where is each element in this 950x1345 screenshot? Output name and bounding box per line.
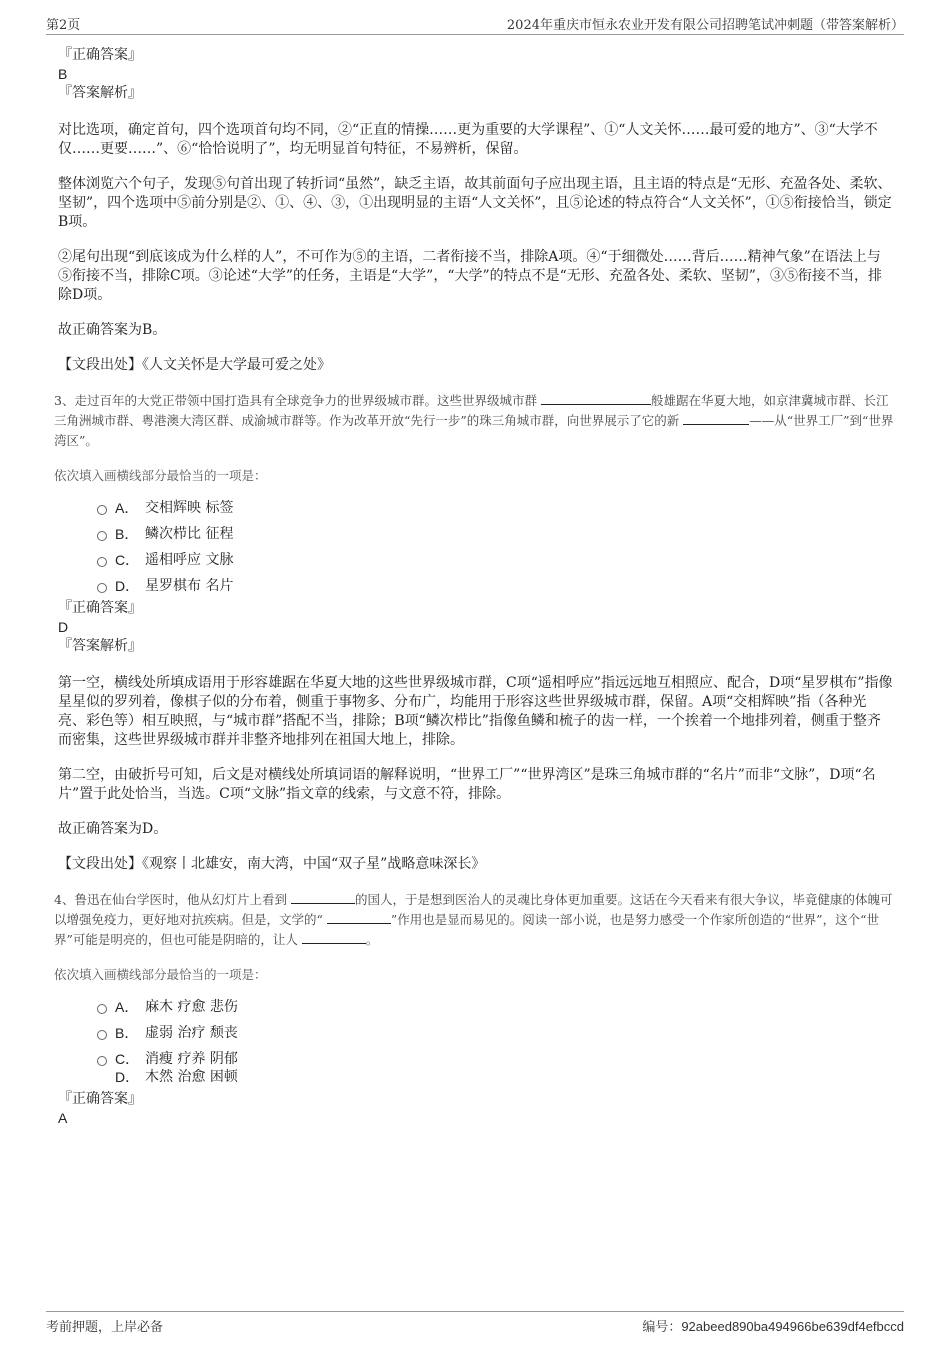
radio-icon[interactable] (97, 531, 107, 541)
correct-answer-label: 『正确答案』 (58, 600, 142, 616)
fill-blank (291, 891, 355, 904)
option-d[interactable]: D． 木然 治愈 困顿 (115, 1069, 238, 1085)
question-4-stem: 4、鲁迅在仙台学医时，他从幻灯片上看到 的国人，于是想到医治人的灵魂比身体更加重要。这话在今天看来有很大争议，毕竟健康的体魄可以增强免疫力，更好地对抗疾病。但是，文学的“ ”作用也是显而易见的。阅读一部小说，也是努力感受一个作家所创造的“世界”，这个“世界”可能是明亮的，但也可能是阴暗的，让人 。 (54, 892, 893, 947)
correct-answer-label: 『正确答案』 (58, 47, 142, 63)
analysis-label: 『答案解析』 (58, 638, 142, 654)
correct-answer-value: A (58, 1110, 68, 1126)
analysis-label: 『答案解析』 (58, 85, 142, 101)
option-d[interactable]: D． 星罗棋布 名片 (58, 573, 894, 599)
document-body (54, 46, 894, 1128)
page-number: 第2页 (46, 18, 81, 33)
document-title: 2024年重庆市恒永农业开发有限公司招聘笔试冲刺题（带答案解析） (506, 18, 904, 33)
source-citation: 【文段出处】《人文关怀是大学最可爱之处》 (58, 357, 331, 373)
question-3-stem: 3、走过百年的大党正带领中国打造具有全球竞争力的世界级城市群。这些世界级城市群 般雄踞在华夏大地，如京津冀城市群、长江三角洲城市群、粤港澳大湾区群、成渝城市群等。作为改革开放“先行一步”的珠三角城市群，向世界展示了它的新 ——从“世界工厂”到“世界湾区”。 (54, 393, 894, 448)
fill-blank (683, 412, 749, 425)
radio-icon[interactable] (97, 1030, 107, 1040)
question-4-options (58, 994, 894, 1090)
radio-icon[interactable] (97, 1004, 107, 1014)
conclusion: 故正确答案为D。 (58, 821, 168, 837)
option-a[interactable]: A． 麻木 疗愈 悲伤 (58, 994, 894, 1020)
correct-answer-value: D (58, 619, 69, 635)
fill-blank (541, 392, 651, 405)
radio-icon[interactable] (97, 583, 107, 593)
correct-answer-value: B (58, 66, 68, 82)
option-b[interactable]: B． 鳞次栉比 征程 (58, 521, 894, 547)
analysis-paragraph: 整体浏览六个句子，发现⑤句首出现了转折词“虽然”，缺乏主语，故其前面句子应出现主语，且主语的特点是“无形、充盈各处、柔软、坚韧”，四个选项中⑤前分别是②、①、④、③，①出现明显的主语“人文关怀”，且⑤论述的特点符合“人文关怀”，①⑤衔接恰当，锁定B项。 (58, 176, 892, 230)
analysis-paragraph: ②尾句出现“到底该成为什么样的人”，不可作为⑤的主语，二者衔接不当，排除A项。④“于细微处……背后……精神气象”在语法上与⑤衔接不当，排除C项。③论述“大学”的任务，主语是“大学”，“大学”的特点不是“无形、充盈各处、柔软、坚韧”，③⑤衔接不当，排除D项。 (58, 249, 882, 303)
option-c[interactable]: C． 遥相呼应 文脉 (58, 547, 894, 573)
fill-blank (327, 911, 391, 924)
analysis-paragraph: 第一空，横线处所填成语用于形容雄踞在华夏大地的这些世界级城市群，C项“遥相呼应”指远远地互相照应、配合，D项“星罗棋布”指像星星似的罗列着，像棋子似的分布着，侧重于事物多、分布广，均能用于形容这些世界级城市群，保留。A项“交相辉映”指（各种光亮、彩色等）相互映照，与“城市群”搭配不当，排除；B项“鳞次栉比”指像鱼鳞和梳子的齿一样，一个挨着一个地排列着，侧重于整齐而密集，这些世界级城市群并非整齐地排列在祖国大地上，排除。 (58, 675, 893, 748)
source-citation: 【文段出处】《观察丨北雄安，南大湾，中国“双子星”战略意味深长》 (58, 856, 486, 872)
analysis-paragraph: 对比选项，确定首句，四个选项首句均不同，②“正直的情操……更为重要的大学课程”、①“人文关怀……最可爱的地方”、③“大学不仅……更要……”、⑥“恰恰说明了”，均无明显首句特征，不易辨析，保留。 (58, 122, 878, 157)
footer-slogan: 考前押题，上岸必备 (46, 1320, 164, 1335)
fill-blank (302, 931, 366, 944)
radio-icon[interactable] (97, 557, 107, 567)
option-b[interactable]: B． 虚弱 治疗 颓丧 (58, 1020, 894, 1046)
question-3-options (58, 495, 894, 599)
page-header (46, 14, 904, 35)
question-instruction: 依次填入画横线部分最恰当的一项是： (54, 967, 267, 982)
page-footer (46, 1311, 904, 1337)
question-instruction: 依次填入画横线部分最恰当的一项是： (54, 468, 267, 483)
option-a[interactable]: A． 交相辉映 标签 (58, 495, 894, 521)
radio-icon[interactable] (97, 505, 107, 515)
option-c[interactable]: C． 消瘦 疗养 阴郁 (58, 1046, 894, 1064)
document-id: 编号：92abeed890ba494966be639df4efbccd (642, 1319, 904, 1335)
analysis-paragraph: 第二空，由破折号可知，后文是对横线处所填词语的解释说明，“世界工厂”“世界湾区”是珠三角城市群的“名片”而非“文脉”，D项“名片”置于此处恰当，当选。C项“文脉”指文章的线索，与文意不符，排除。 (58, 767, 876, 802)
correct-answer-label: 『正确答案』 (58, 1091, 142, 1107)
conclusion: 故正确答案为B。 (58, 322, 167, 338)
